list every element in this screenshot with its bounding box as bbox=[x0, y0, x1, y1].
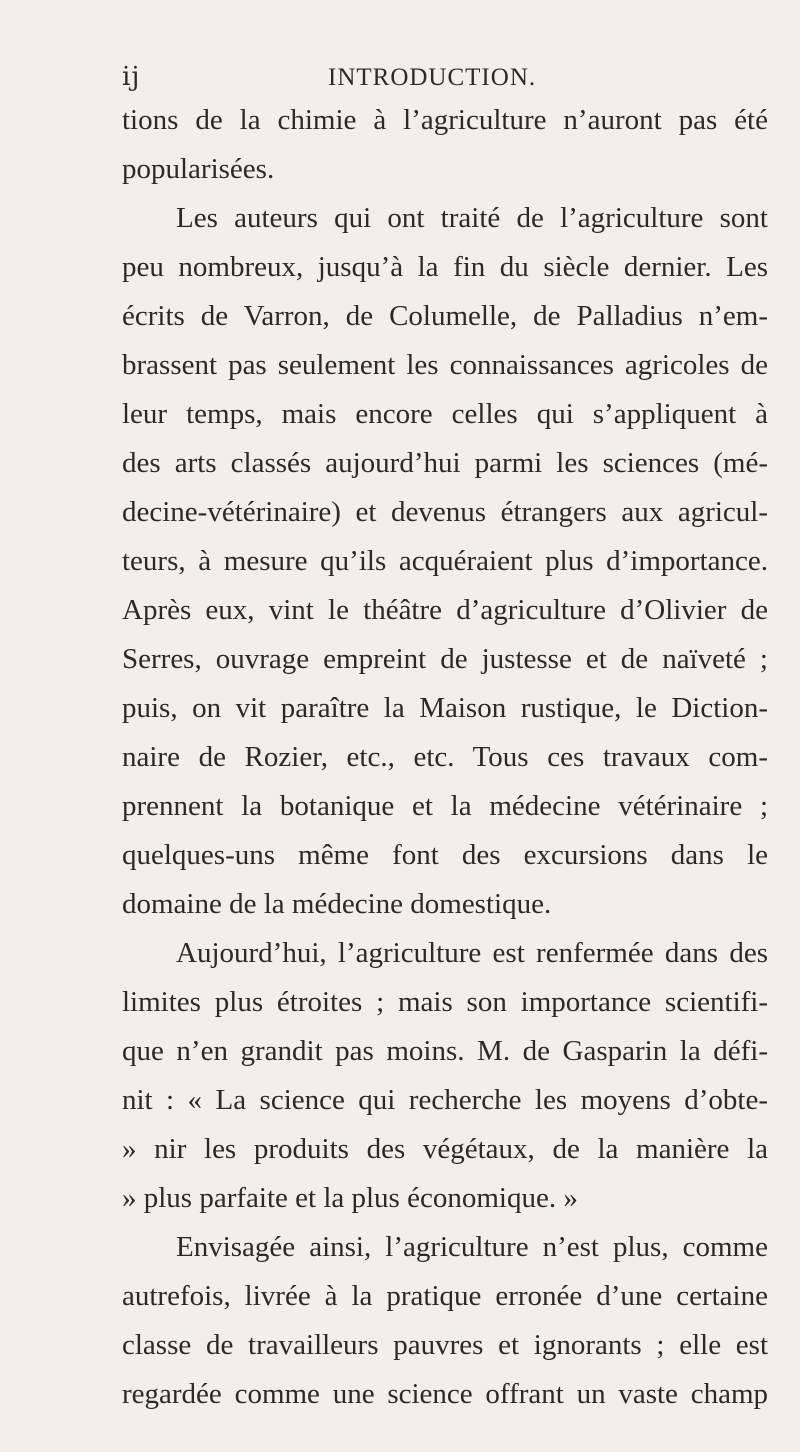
text-line: Envisagée ainsi, l’agriculture n’est plus, comme bbox=[176, 1231, 768, 1263]
text-line: classe de travailleurs pauvres et ignorants ; elle est bbox=[122, 1329, 768, 1361]
text-line: nit : « La science qui recherche les moyens d’obte- bbox=[122, 1084, 768, 1116]
text-line: limites plus étroites ; mais son importance scientifi- bbox=[122, 986, 768, 1018]
text-line: » plus parfaite et la plus économique. » bbox=[122, 1182, 578, 1214]
text-line: naire de Rozier, etc., etc. Tous ces travaux com- bbox=[122, 741, 768, 773]
text-line: Les auteurs qui ont traité de l’agriculture sont bbox=[176, 202, 768, 234]
text-line: regardée comme une science offrant un vaste champ bbox=[122, 1378, 768, 1410]
text-line: decine-vétérinaire) et devenus étrangers aux agricul- bbox=[122, 496, 768, 528]
text-line: domaine de la médecine domestique. bbox=[122, 888, 552, 920]
text-line: Serres, ouvrage empreint de justesse et de naïveté ; bbox=[122, 643, 768, 675]
text-line: teurs, à mesure qu’ils acquéraient plus d’importance. bbox=[122, 545, 768, 577]
text-line: Après eux, vint le théâtre d’agriculture d’Olivier de bbox=[122, 594, 768, 626]
text-line: popularisées. bbox=[122, 153, 275, 185]
text-line: peu nombreux, jusqu’à la fin du siècle dernier. Les bbox=[122, 251, 768, 283]
text-line: brassent pas seulement les connaissances agricoles de bbox=[122, 349, 768, 381]
text-line: tions de la chimie à l’agriculture n’auront pas été bbox=[122, 104, 768, 136]
text-line: » nir les produits des végétaux, de la manière la bbox=[122, 1133, 768, 1165]
text-line: que n’en grandit pas moins. M. de Gasparin la défi- bbox=[122, 1035, 768, 1067]
page-number: ij bbox=[122, 62, 141, 92]
text-line: prennent la botanique et la médecine vétérinaire ; bbox=[122, 790, 768, 822]
text-line: puis, on vit paraître la Maison rustique, le Diction- bbox=[122, 692, 768, 724]
text-line: quelques-uns même font des excursions dans le bbox=[122, 839, 768, 871]
text-line: autrefois, livrée à la pratique erronée d’une certaine bbox=[122, 1280, 768, 1312]
text-line: des arts classés aujourd’hui parmi les sciences (mé- bbox=[122, 447, 768, 479]
running-head: INTRODUCTION. bbox=[328, 64, 537, 91]
text-line: Aujourd’hui, l’agriculture est renfermée dans des bbox=[176, 937, 768, 969]
text-line: écrits de Varron, de Columelle, de Palladius n’em- bbox=[122, 300, 768, 332]
text-line: leur temps, mais encore celles qui s’appliquent à bbox=[122, 398, 768, 430]
